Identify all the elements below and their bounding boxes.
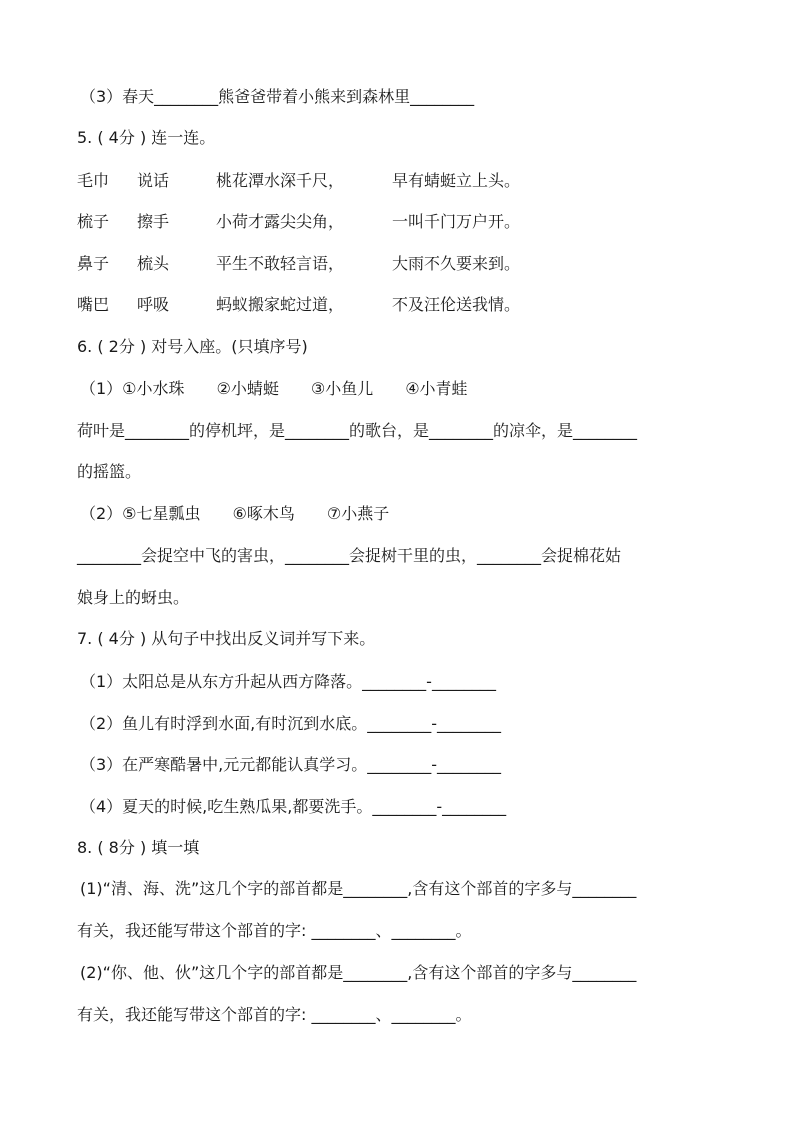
question-6-part-2-sentence: ________会捉空中飞的害虫，________会捉树干里的虫，________会捉棉花姑 (77, 546, 622, 565)
match-poem-first: 小荷才露尖尖角， (216, 212, 345, 231)
match-poem-second: 早有蜻蜓立上头。 (392, 171, 521, 190)
question-6-part-2-options: （2）⑤七星瓢虫 ⑥啄木鸟 ⑦小燕子 (80, 504, 390, 523)
match-poem-first: 桃花潭水深千尺， (216, 171, 345, 190)
question-8-part-2-line-2: 有关，我还能写带这个部首的字: ________、________。 (77, 1005, 472, 1024)
question-8-part-1-line-2: 有关，我还能写带这个部首的字: ________、________。 (77, 921, 472, 940)
match-noun: 嘴巴 (77, 295, 110, 314)
match-poem-first: 平生不敢轻言语， (216, 254, 345, 273)
question-7-item-3: （3）在严寒酷暑中,元元都能认真学习。________-________ (80, 755, 502, 774)
question-8-part-2-line-1: (2)“你、他、伙”这几个字的部首都是________,含有这个部首的字多与________ (80, 963, 637, 982)
question-6-part-1-sentence-end: 的摇篮。 (77, 462, 142, 481)
question-6-part-1-options: （1）①小水珠 ②小蜻蜓 ③小鱼儿 ④小青蛙 (80, 379, 468, 398)
question-6-part-1-sentence: 荷叶是________的停机坪，是________的歌台，是________的凉伞，是________ (77, 421, 638, 440)
question-7-header: 7. ( 4分 ) 从句子中找出反义词并写下来。 (77, 629, 376, 648)
question-5-header: 5. ( 4分 ) 连一连。 (77, 128, 216, 147)
match-verb: 呼吸 (137, 295, 170, 314)
match-verb: 说话 (137, 171, 170, 190)
question-7-item-2: （2）鱼儿有时浮到水面,有时沉到水底。________-________ (80, 714, 502, 733)
match-verb: 梳头 (137, 254, 170, 273)
question-7-item-4: （4）夏天的时候,吃生熟瓜果,都要洗手。________-________ (80, 797, 507, 816)
match-poem-second: 一叫千门万户开。 (392, 212, 521, 231)
match-verb: 擦手 (137, 212, 170, 231)
match-poem-second: 大雨不久要来到。 (392, 254, 521, 273)
question-8-part-1-line-1: (1)“清、海、洗”这几个字的部首都是________,含有这个部首的字多与________ (80, 879, 637, 898)
question-6-part-2-sentence-end: 娘身上的蚜虫。 (77, 588, 190, 607)
match-poem-first: 蚂蚁搬家蛇过道， (216, 295, 345, 314)
question-4-line-3: （3）春天________熊爸爸带着小熊来到森林里________ (80, 87, 475, 106)
match-noun: 鼻子 (77, 254, 110, 273)
match-noun: 毛巾 (77, 171, 110, 190)
question-8-header: 8. ( 8分 ) 填一填 (77, 838, 200, 857)
question-6-header: 6. ( 2分 ) 对号入座。(只填序号) (77, 337, 308, 356)
question-7-item-1: （1）太阳总是从东方升起从西方降落。________-________ (80, 672, 496, 691)
match-noun: 梳子 (77, 212, 110, 231)
match-poem-second: 不及汪伦送我情。 (392, 295, 521, 314)
